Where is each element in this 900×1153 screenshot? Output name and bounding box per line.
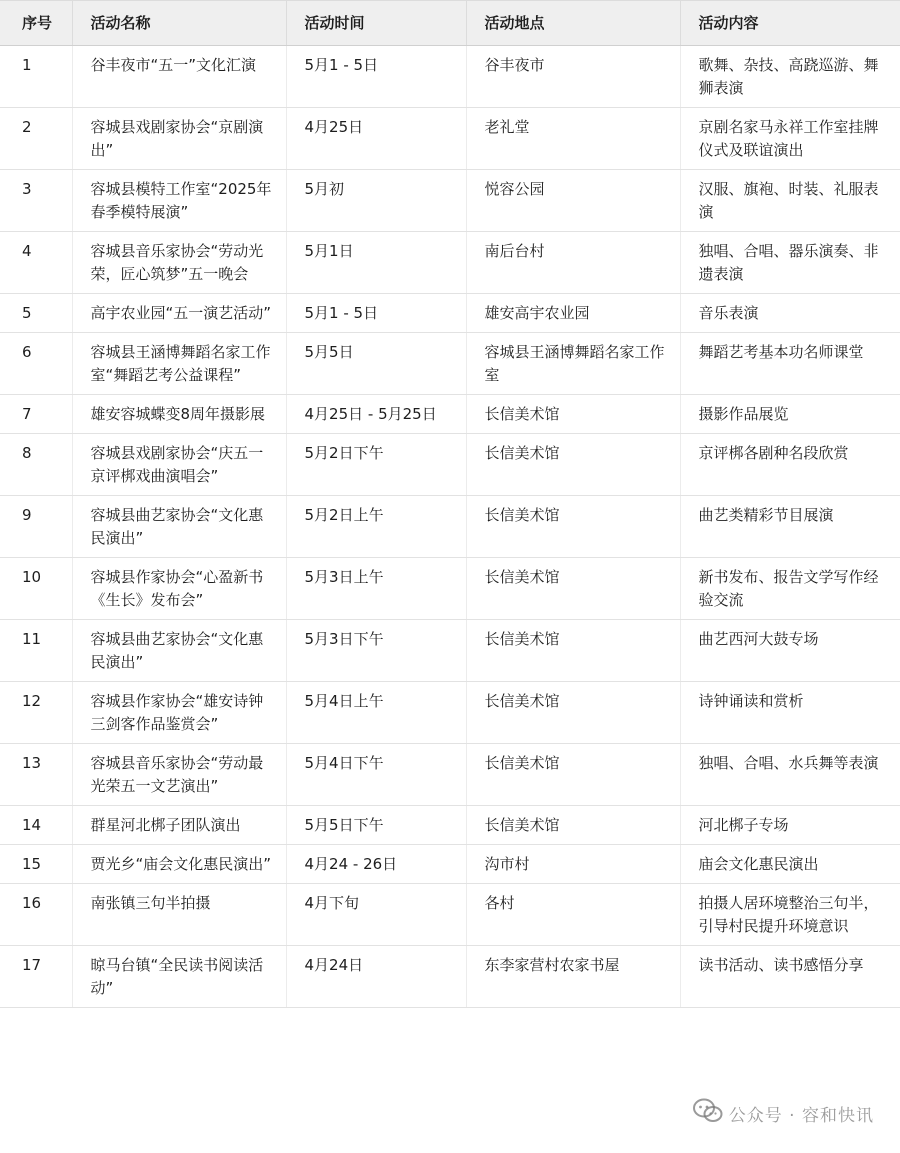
table-row [0, 806, 900, 845]
cell-time: 4月24 - 26日 [286, 845, 466, 884]
cell-content: 河北梆子专场 [680, 806, 900, 845]
cell-name: 容城县音乐家协会“劳动光荣，匠心筑梦”五一晚会 [72, 232, 286, 294]
cell-no: 10 [0, 558, 72, 620]
cell-no: 9 [0, 496, 72, 558]
cell-content: 新书发布、报告文学写作经验交流 [680, 558, 900, 620]
cell-place: 东李家营村农家书屋 [466, 946, 680, 1008]
cell-time: 5月3日下午 [286, 620, 466, 682]
cell-time: 5月1 - 5日 [286, 294, 466, 333]
header-name: 活动名称 [72, 1, 286, 46]
cell-time: 4月25日 - 5月25日 [286, 395, 466, 434]
header-content: 活动内容 [680, 1, 900, 46]
cell-name: 贾光乡“庙会文化惠民演出” [72, 845, 286, 884]
cell-time: 5月3日上午 [286, 558, 466, 620]
cell-name: 容城县王涵博舞蹈名家工作室“舞蹈艺考公益课程” [72, 333, 286, 395]
cell-content: 拍摄人居环境整治三句半，引导村民提升环境意识 [680, 884, 900, 946]
cell-name: 容城县戏剧家协会“京剧演出” [72, 108, 286, 170]
cell-name: 容城县曲艺家协会“文化惠民演出” [72, 496, 286, 558]
cell-place: 雄安高宇农业园 [466, 294, 680, 333]
cell-content: 汉服、旗袍、时装、礼服表演 [680, 170, 900, 232]
cell-content: 诗钟诵读和赏析 [680, 682, 900, 744]
cell-no: 16 [0, 884, 72, 946]
cell-content: 庙会文化惠民演出 [680, 845, 900, 884]
cell-content: 歌舞、杂技、高跷巡游、舞狮表演 [680, 46, 900, 108]
cell-time: 4月24日 [286, 946, 466, 1008]
cell-name: 晾马台镇“全民读书阅读活动” [72, 946, 286, 1008]
cell-time: 5月5日下午 [286, 806, 466, 845]
table-row [0, 434, 900, 496]
table-row [0, 884, 900, 946]
table-header-row [0, 1, 900, 46]
table-row [0, 682, 900, 744]
table-row [0, 170, 900, 232]
cell-no: 6 [0, 333, 72, 395]
cell-place: 长信美术馆 [466, 434, 680, 496]
cell-content: 独唱、合唱、水兵舞等表演 [680, 744, 900, 806]
cell-no: 4 [0, 232, 72, 294]
cell-content: 曲艺西河大鼓专场 [680, 620, 900, 682]
cell-name: 容城县曲艺家协会“文化惠民演出” [72, 620, 286, 682]
cell-name: 谷丰夜市“五一”文化汇演 [72, 46, 286, 108]
cell-time: 5月4日上午 [286, 682, 466, 744]
cell-place: 南后台村 [466, 232, 680, 294]
cell-place: 长信美术馆 [466, 806, 680, 845]
table-row [0, 294, 900, 333]
cell-name: 容城县作家协会“心盈新书《生长》发布会” [72, 558, 286, 620]
cell-content: 读书活动、读书感悟分享 [680, 946, 900, 1008]
cell-place: 老礼堂 [466, 108, 680, 170]
table-row [0, 845, 900, 884]
watermark-text: 公众号 · 容和快讯 [728, 1106, 874, 1126]
cell-place: 长信美术馆 [466, 682, 680, 744]
cell-place: 各村 [466, 884, 680, 946]
cell-place: 沟市村 [466, 845, 680, 884]
table-row [0, 558, 900, 620]
table-row [0, 232, 900, 294]
cell-content: 曲艺类精彩节目展演 [680, 496, 900, 558]
watermark [693, 1098, 874, 1129]
cell-name: 南张镇三句半拍摄 [72, 884, 286, 946]
header-time: 活动时间 [286, 1, 466, 46]
cell-no: 5 [0, 294, 72, 333]
table-body [0, 46, 900, 1008]
cell-time: 5月2日下午 [286, 434, 466, 496]
cell-place: 容城县王涵博舞蹈名家工作室 [466, 333, 680, 395]
cell-place: 长信美术馆 [466, 744, 680, 806]
header-place: 活动地点 [466, 1, 680, 46]
cell-time: 5月2日上午 [286, 496, 466, 558]
cell-place: 长信美术馆 [466, 496, 680, 558]
cell-name: 容城县作家协会“雄安诗钟三剑客作品鉴赏会” [72, 682, 286, 744]
cell-content: 音乐表演 [680, 294, 900, 333]
cell-content: 舞蹈艺考基本功名师课堂 [680, 333, 900, 395]
table-row [0, 395, 900, 434]
cell-time: 5月5日 [286, 333, 466, 395]
cell-time: 5月1日 [286, 232, 466, 294]
cell-content: 摄影作品展览 [680, 395, 900, 434]
table-row [0, 46, 900, 108]
cell-place: 长信美术馆 [466, 395, 680, 434]
cell-time: 5月4日下午 [286, 744, 466, 806]
cell-name: 容城县模特工作室“2025年春季模特展演” [72, 170, 286, 232]
table-row [0, 744, 900, 806]
table-row [0, 108, 900, 170]
cell-no: 7 [0, 395, 72, 434]
cell-content: 京剧名家马永祥工作室挂牌仪式及联谊演出 [680, 108, 900, 170]
cell-no: 17 [0, 946, 72, 1008]
cell-no: 3 [0, 170, 72, 232]
table-row [0, 496, 900, 558]
table-row [0, 620, 900, 682]
table-row [0, 946, 900, 1008]
cell-time: 4月25日 [286, 108, 466, 170]
cell-name: 雄安容城蝶变8周年摄影展 [72, 395, 286, 434]
cell-no: 1 [0, 46, 72, 108]
table-row [0, 333, 900, 395]
cell-time: 5月初 [286, 170, 466, 232]
cell-no: 13 [0, 744, 72, 806]
cell-name: 容城县戏剧家协会“庆五一京评梆戏曲演唱会” [72, 434, 286, 496]
cell-content: 独唱、合唱、器乐演奏、非遗表演 [680, 232, 900, 294]
header-no: 序号 [0, 1, 72, 46]
cell-no: 2 [0, 108, 72, 170]
cell-name: 群星河北梆子团队演出 [72, 806, 286, 845]
cell-no: 15 [0, 845, 72, 884]
cell-time: 5月1 - 5日 [286, 46, 466, 108]
cell-name: 容城县音乐家协会“劳动最光荣五一文艺演出” [72, 744, 286, 806]
cell-no: 14 [0, 806, 72, 845]
cell-no: 8 [0, 434, 72, 496]
cell-no: 11 [0, 620, 72, 682]
cell-no: 12 [0, 682, 72, 744]
cell-place: 谷丰夜市 [466, 46, 680, 108]
cell-place: 悦容公园 [466, 170, 680, 232]
cell-content: 京评梆各剧种名段欣赏 [680, 434, 900, 496]
cell-place: 长信美术馆 [466, 620, 680, 682]
cell-time: 4月下旬 [286, 884, 466, 946]
cell-name: 高宇农业园“五一演艺活动” [72, 294, 286, 333]
cell-place: 长信美术馆 [466, 558, 680, 620]
wechat-icon [693, 1098, 729, 1129]
